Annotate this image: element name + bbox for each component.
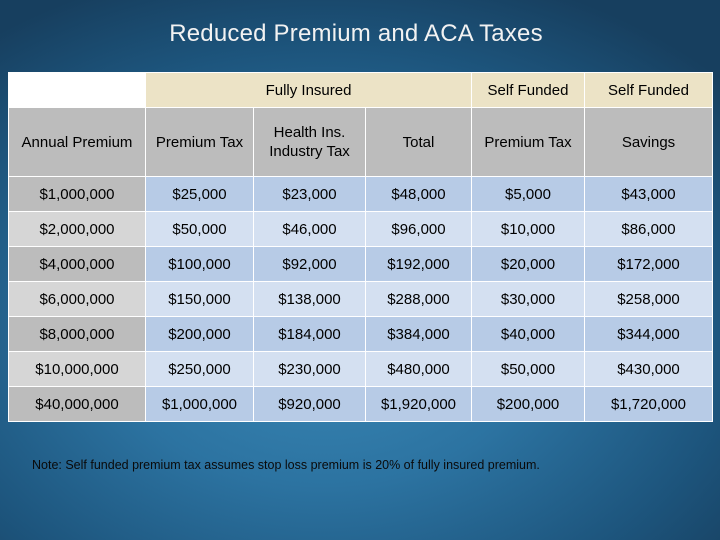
table-row: [9, 352, 712, 386]
table-row: [9, 317, 712, 351]
industry-tax-cell: $920,000: [254, 387, 365, 421]
premium-tax-cell: $25,000: [146, 177, 253, 211]
table-row: [9, 212, 712, 246]
premium-tax-cell: $50,000: [146, 212, 253, 246]
total-cell: $288,000: [366, 282, 471, 316]
table-row: [9, 247, 712, 281]
premium-tax-cell: $100,000: [146, 247, 253, 281]
health-ins-industry-tax-header: Health Ins. Industry Tax: [254, 108, 365, 176]
savings-cell: $1,720,000: [585, 387, 712, 421]
premium-tax-cell: $150,000: [146, 282, 253, 316]
self-funded-premium-tax-cell: $5,000: [472, 177, 584, 211]
annual-premium-cell: $8,000,000: [9, 317, 145, 351]
savings-cell: $344,000: [585, 317, 712, 351]
savings-cell: $430,000: [585, 352, 712, 386]
self-funded-premium-tax-cell: $200,000: [472, 387, 584, 421]
industry-tax-cell: $92,000: [254, 247, 365, 281]
industry-tax-cell: $230,000: [254, 352, 365, 386]
industry-tax-cell: $46,000: [254, 212, 365, 246]
annual-premium-cell: $40,000,000: [9, 387, 145, 421]
column-header-row: [9, 108, 712, 176]
fully-insured-header: Fully Insured: [146, 73, 471, 107]
self-funded-header-2: Self Funded: [585, 73, 712, 107]
premium-tax-cell: $1,000,000: [146, 387, 253, 421]
annual-premium-cell: $2,000,000: [9, 212, 145, 246]
self-funded-premium-tax-header: Premium Tax: [472, 108, 584, 176]
total-cell: $192,000: [366, 247, 471, 281]
total-cell: $96,000: [366, 212, 471, 246]
savings-cell: $86,000: [585, 212, 712, 246]
total-cell: $384,000: [366, 317, 471, 351]
table-row: [9, 387, 712, 421]
annual-premium-cell: $10,000,000: [9, 352, 145, 386]
total-header: Total: [366, 108, 471, 176]
total-cell: $1,920,000: [366, 387, 471, 421]
premium-tax-header: Premium Tax: [146, 108, 253, 176]
group-header-row: [9, 73, 712, 107]
industry-tax-cell: $23,000: [254, 177, 365, 211]
self-funded-premium-tax-cell: $50,000: [472, 352, 584, 386]
premium-tax-cell: $250,000: [146, 352, 253, 386]
total-cell: $480,000: [366, 352, 471, 386]
self-funded-premium-tax-cell: $30,000: [472, 282, 584, 316]
table-row: [9, 177, 712, 211]
self-funded-premium-tax-cell: $20,000: [472, 247, 584, 281]
premium-tax-table: [8, 72, 713, 422]
table-row: [9, 282, 712, 316]
footnote: Note: Self funded premium tax assumes stop loss premium is 20% of fully insured premium.: [32, 458, 540, 472]
savings-cell: $43,000: [585, 177, 712, 211]
savings-header: Savings: [585, 108, 712, 176]
industry-tax-cell: $138,000: [254, 282, 365, 316]
total-cell: $48,000: [366, 177, 471, 211]
self-funded-header-1: Self Funded: [472, 73, 584, 107]
industry-tax-cell: $184,000: [254, 317, 365, 351]
page-title: Reduced Premium and ACA Taxes: [169, 20, 543, 47]
premium-tax-cell: $200,000: [146, 317, 253, 351]
annual-premium-header: Annual Premium: [9, 108, 145, 176]
annual-premium-cell: $4,000,000: [9, 247, 145, 281]
savings-cell: $258,000: [585, 282, 712, 316]
savings-cell: $172,000: [585, 247, 712, 281]
annual-premium-cell: $6,000,000: [9, 282, 145, 316]
blank-corner-cell: [9, 73, 145, 107]
annual-premium-cell: $1,000,000: [9, 177, 145, 211]
self-funded-premium-tax-cell: $40,000: [472, 317, 584, 351]
self-funded-premium-tax-cell: $10,000: [472, 212, 584, 246]
